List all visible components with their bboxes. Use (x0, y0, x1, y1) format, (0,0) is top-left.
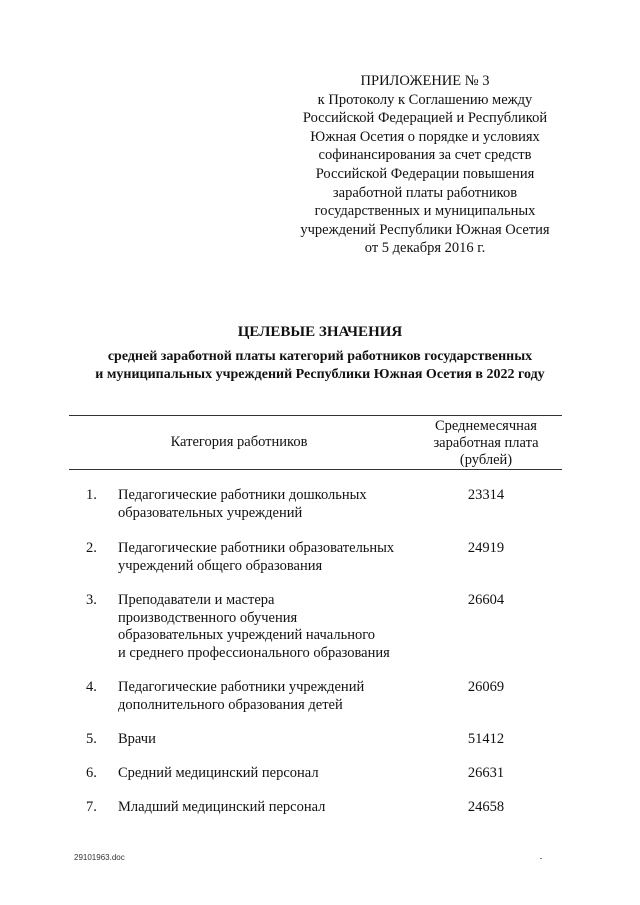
row-category-line: образовательных учреждений (118, 504, 303, 521)
table-header-rule (69, 469, 562, 470)
appendix-line: Российской Федерацией и Республикой (302, 110, 548, 127)
appendix-line: заработной платы работников (332, 184, 518, 201)
appendix-line: софинансирования за счет средств (318, 147, 532, 164)
header-salary-line: (рублей) (459, 452, 513, 468)
appendix-line: государственных и муниципальных (314, 203, 536, 220)
row-category (118, 540, 418, 575)
row-category-line: Врачи (118, 731, 156, 747)
row-number: 4. (86, 679, 97, 695)
row-category (118, 487, 418, 522)
row-salary: 26631 (467, 765, 505, 781)
document-subtitle (0, 348, 640, 383)
row-category (118, 592, 418, 662)
header-salary-line: заработная плата (433, 435, 539, 451)
row-number: 7. (86, 799, 97, 815)
appendix-line: к Протоколу к Соглашению между (317, 91, 533, 108)
row-category (118, 679, 418, 714)
row-category-line: Преподаватели и мастера (118, 592, 275, 608)
row-salary: 23314 (467, 487, 505, 503)
row-category-line: Педагогические работники дошкольных (118, 487, 367, 503)
row-category-line: дополнительного образования детей (118, 696, 343, 713)
subtitle-line: и муниципальных учреждений Республики Южная Осетия в 2022 году (95, 366, 545, 382)
footer-doc-code: 29101963.doc (74, 853, 125, 862)
scan-speck (540, 858, 542, 859)
row-category-line: Средний медицинский персонал (118, 765, 319, 781)
row-category-line: производственного обучения (118, 609, 298, 626)
header-category: Категория работников (170, 434, 308, 450)
row-salary: 26069 (467, 679, 505, 695)
appendix-line: Российской Федерации повышения (315, 165, 535, 182)
appendix-line: ПРИЛОЖЕНИЕ № 3 (360, 73, 490, 89)
subtitle-line: средней заработной платы категорий работников государственных (107, 349, 533, 364)
appendix-line: Южная Осетия о порядке и условиях (310, 128, 540, 145)
row-salary: 51412 (467, 731, 505, 747)
row-number: 2. (86, 540, 97, 556)
row-number: 6. (86, 765, 97, 781)
row-number: 3. (86, 592, 97, 608)
document-title: ЦЕЛЕВЫЕ ЗНАЧЕНИЯ (237, 324, 403, 340)
row-category-line: Педагогические работники учреждений (118, 679, 365, 695)
table-top-rule (69, 415, 562, 416)
row-category-line: Младший медицинский персонал (118, 799, 326, 815)
appendix-line: учреждений Республики Южная Осетия (300, 221, 550, 238)
row-salary: 24919 (467, 540, 505, 556)
row-number: 5. (86, 731, 97, 747)
row-category-line: образовательных учреждений начального (118, 627, 376, 643)
row-category-line: Педагогические работники образовательных (118, 540, 395, 556)
row-category-line: и среднего профессионального образования (118, 644, 390, 661)
header-salary (410, 418, 562, 469)
row-category (118, 731, 418, 749)
row-salary: 26604 (467, 592, 505, 608)
appendix-line: от 5 декабря 2016 г. (364, 240, 486, 257)
row-salary: 24658 (467, 799, 505, 815)
appendix-block (292, 72, 558, 258)
row-category-line: учреждений общего образования (118, 557, 323, 574)
row-category (118, 799, 418, 817)
header-salary-line: Среднемесячная (435, 418, 537, 434)
row-category (118, 765, 418, 783)
row-number: 1. (86, 487, 97, 503)
